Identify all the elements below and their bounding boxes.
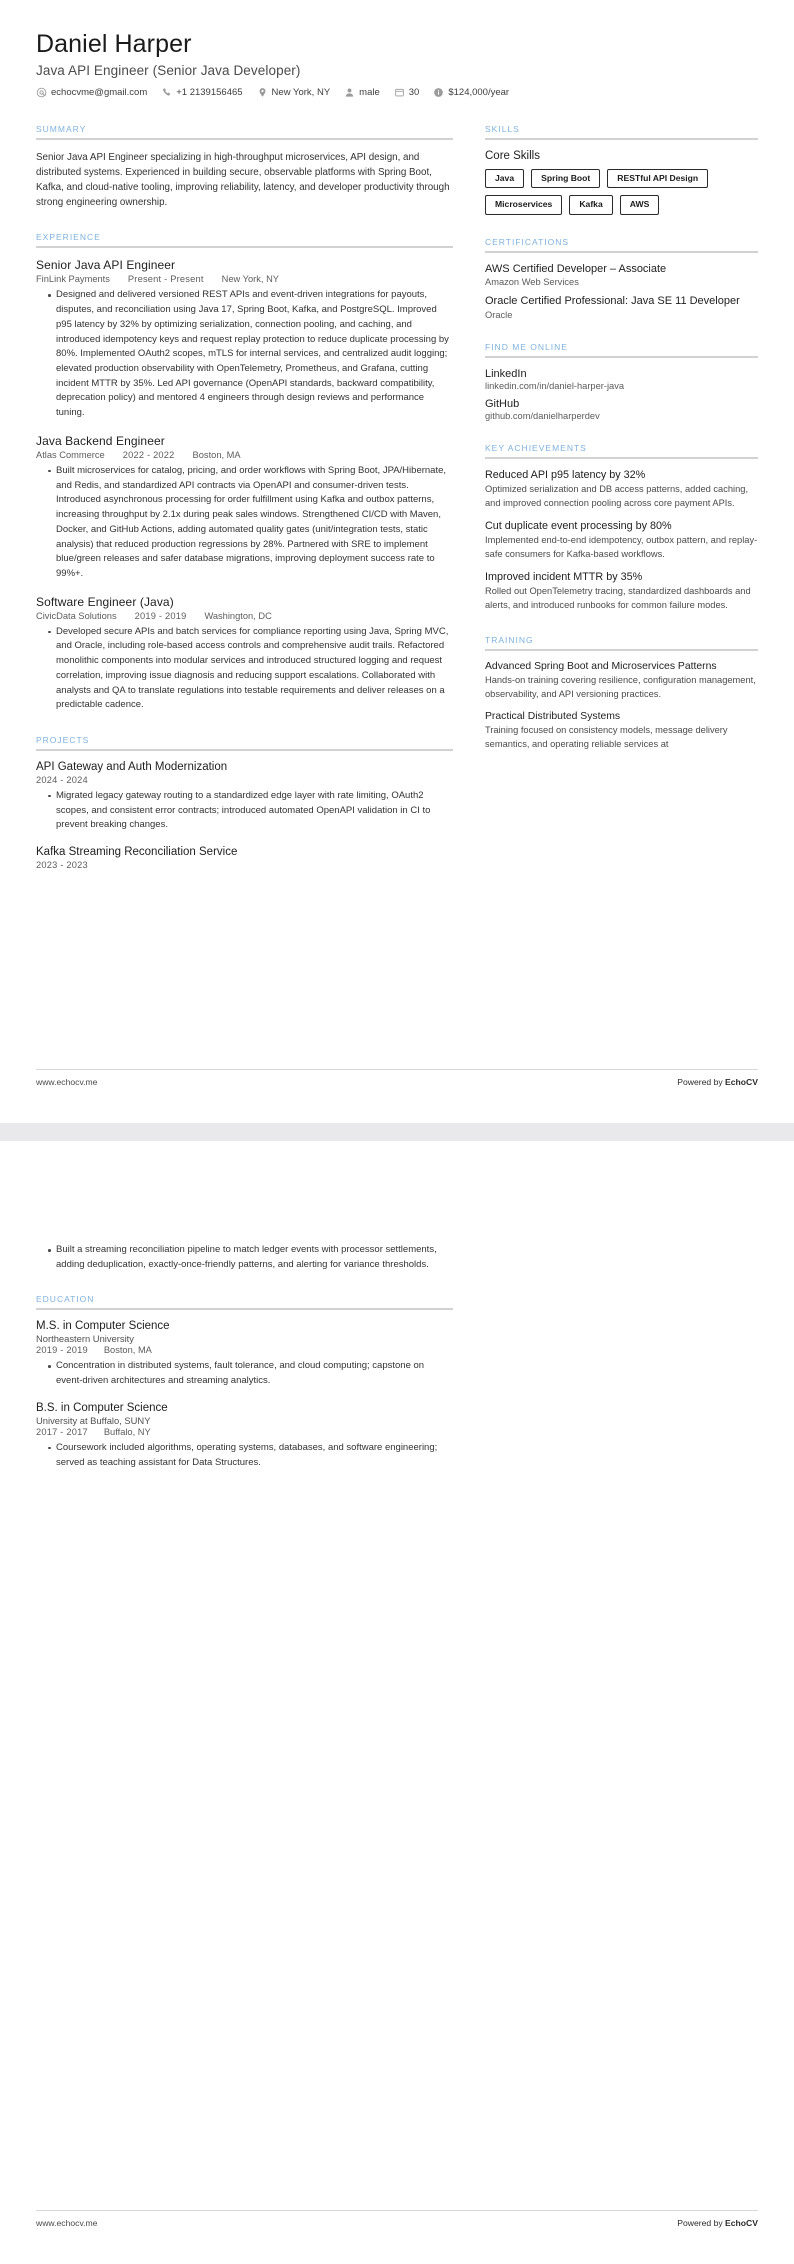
experience-bullets xyxy=(36,288,453,420)
section-rule xyxy=(485,649,758,651)
contact-phone-value: +1 2139156465 xyxy=(176,86,243,98)
project-entry xyxy=(36,761,453,833)
achievement-title: Cut duplicate event processing by 80% xyxy=(485,520,672,533)
list-item: Built microservices for catalog, pricing, and order workflows with Spring Boot, JPA/Hibernate, and Redis, and standardized API contracts via OpenAPI and consumer-driven tests. Introduced asynchronous processing for order fulfillment using Kafka and outbox patterns, increasing throughput by 2.1x during peak sales windows. Strengthened CI/CD with Maven, Docker, and GitHub Actions, adding automated quality gates (unit/integration tests, static analysis) that reduced production regressions by 28%. Partnered with SRE to implement blue/green releases and safer database migrations, improving deployment success rate to 99%+. xyxy=(48,464,453,582)
experience-dates: 2022 - 2022 xyxy=(122,449,175,460)
education-location: Buffalo, NY xyxy=(103,1426,151,1437)
section-title-find-me-online: FIND ME ONLINE xyxy=(485,342,568,353)
skill-chip: Microservices xyxy=(485,195,562,214)
section-title-key-achievements: KEY ACHIEVEMENTS xyxy=(485,443,587,454)
education-degree: M.S. in Computer Science xyxy=(36,1320,170,1333)
contact-salary xyxy=(433,87,509,98)
education-dates: 2017 - 2017 xyxy=(36,1426,88,1437)
experience-dates: 2019 - 2019 xyxy=(134,610,187,621)
experience-entry xyxy=(36,595,453,713)
experience-bullets xyxy=(36,464,453,582)
contact-location-value: New York, NY xyxy=(271,86,331,98)
section-projects xyxy=(36,735,453,870)
certification-issuer: Oracle xyxy=(485,310,513,321)
section-rule xyxy=(36,138,453,140)
project-entry xyxy=(36,846,453,870)
list-item: Developed secure APIs and batch services for compliance reporting using Java, Spring MVC, and Oracle, including role-based access controls and comprehensive audit trails. Refactored monolithic components into modular services and introduced structured logging and request correlation, improving issue diagnosis and reducing support escalations. Collaborated with analysts and QA to translate regulations into testable requirements and deliver releases on a predictable cadence. xyxy=(48,625,453,713)
contact-location xyxy=(257,87,331,98)
section-training xyxy=(485,635,758,752)
education-entry xyxy=(36,1320,453,1388)
section-find-me-online xyxy=(485,342,758,421)
education-entry xyxy=(36,1402,453,1470)
experience-role: Java Backend Engineer xyxy=(36,433,165,448)
online-profile-network: LinkedIn xyxy=(485,368,527,381)
resume-columns xyxy=(36,124,758,892)
project-dates: 2024 - 2024 xyxy=(36,774,88,785)
left-column xyxy=(36,124,453,892)
list-item: Coursework included algorithms, operating systems, databases, and software engineering; served as teaching assistant for Data Structures. xyxy=(48,1441,453,1470)
experience-role: Senior Java API Engineer xyxy=(36,258,176,273)
section-title-certifications: CERTIFICATIONS xyxy=(485,236,570,247)
training-item xyxy=(485,661,758,702)
footer-brand: EchoCV xyxy=(725,1077,758,1087)
achievement-title: Reduced API p95 latency by 32% xyxy=(485,469,646,482)
section-certifications xyxy=(485,237,758,321)
section-rule xyxy=(485,356,758,358)
achievement-description: Implemented end-to-end idempotency, outbox pattern, and replay-safe consumers for Kafka-based workflows. xyxy=(485,535,758,559)
resume-page-2 xyxy=(0,1141,794,2264)
education-location: Boston, MA xyxy=(103,1345,152,1356)
footer-powered-by xyxy=(677,1077,758,1087)
footer-powered-by xyxy=(677,2218,758,2228)
experience-org: CivicData Solutions xyxy=(36,610,117,621)
contact-age xyxy=(394,87,420,98)
training-title: Practical Distributed Systems xyxy=(485,710,621,722)
education-school: Northeastern University xyxy=(36,1333,134,1345)
achievement-description: Optimized serialization and DB access patterns, added caching, and improved connection pooling across core payment APIs. xyxy=(485,484,749,509)
online-profile-url[interactable]: github.com/danielharperdev xyxy=(485,411,600,422)
experience-location: Washington, DC xyxy=(204,610,272,621)
contact-gender xyxy=(344,87,380,98)
candidate-name: Daniel Harper xyxy=(36,30,192,58)
list-item: Designed and delivered versioned REST APIs and event-driven integrations for payouts, disputes, and reconciliation using Java 17, Spring Boot, Kafka, and PostgreSQL. Improved p95 latency by 32% by optimizing serialization, connection pooling, and caching, and introduced idempotency keys and request replay protection to reduce duplicate processing by 80%. Implemented OAuth2 scopes, mTLS for internal services, and centralized audit logging; elevated production observability with OpenTelemetry, Prometheus, and Grafana, cutting incident MTTR by 35%. Led API governance (OpenAPI standards, backward compatibility, deprecation policy) and mentored 4 engineers through design reviews and performance tuning. xyxy=(48,288,453,420)
footer-powered-prefix: Powered by xyxy=(677,2218,726,2228)
list-item: Concentration in distributed systems, fault tolerance, and cloud computing; capstone on event-driven architectures and streaming analytics. xyxy=(48,1359,453,1388)
email-icon xyxy=(36,87,47,98)
online-profile-network: GitHub xyxy=(485,398,520,411)
achievement-title: Improved incident MTTR by 35% xyxy=(485,570,643,583)
certification-item xyxy=(485,295,758,320)
resume-header xyxy=(36,30,758,98)
section-title-experience: EXPERIENCE xyxy=(36,232,101,243)
section-title-education: EDUCATION xyxy=(36,1294,95,1305)
info-icon xyxy=(433,87,444,98)
education-degree: B.S. in Computer Science xyxy=(36,1401,168,1414)
section-key-achievements xyxy=(485,443,758,613)
project-name: Kafka Streaming Reconciliation Service xyxy=(36,846,238,859)
skill-chip: Java xyxy=(485,169,524,188)
experience-role: Software Engineer (Java) xyxy=(36,594,174,609)
training-description: Training focused on consistency models, message delivery semantics, and operating reliable services at xyxy=(485,724,728,749)
section-rule xyxy=(36,749,453,751)
skills-chip-list xyxy=(485,169,758,215)
experience-location: Boston, MA xyxy=(192,449,241,460)
certification-name: AWS Certified Developer – Associate xyxy=(485,262,667,275)
footer-powered-prefix: Powered by xyxy=(677,1077,726,1087)
experience-meta xyxy=(36,274,453,284)
section-rule xyxy=(485,138,758,140)
project-bullets xyxy=(36,1243,453,1272)
experience-meta xyxy=(36,611,453,621)
skill-chip: RESTful API Design xyxy=(607,169,708,188)
right-column xyxy=(485,124,758,774)
online-profile-item[interactable] xyxy=(485,368,758,391)
skill-chip: Spring Boot xyxy=(531,169,600,188)
project-dates: 2023 - 2023 xyxy=(36,860,88,871)
section-experience xyxy=(36,232,453,713)
list-item: Built a streaming reconciliation pipeline to match ledger events with processor settlements, adding deduplication, exactly-once-friendly patterns, and alerting for variance thresholds. xyxy=(48,1243,453,1272)
experience-dates: Present - Present xyxy=(127,274,204,285)
summary-text: Senior Java API Engineer specializing in high-throughput microservices, API design, and distributed systems. Experienced in building secure, observable platforms with Spring Boot, Kafka, and cloud-native tooling, improving reliability, latency, and developer productivity through strong engineering ownership. xyxy=(36,151,450,209)
footer-site-url[interactable]: www.echocv.me xyxy=(36,1077,98,1087)
contact-phone[interactable] xyxy=(161,87,242,98)
section-title-skills: SKILLS xyxy=(485,123,520,134)
footer-brand: EchoCV xyxy=(725,2218,758,2228)
experience-entry xyxy=(36,258,453,420)
training-title: Advanced Spring Boot and Microservices Patterns xyxy=(485,660,717,672)
experience-bullets xyxy=(36,625,453,713)
resume-columns-page2 xyxy=(36,1197,758,1492)
page-footer xyxy=(36,2210,758,2228)
location-pin-icon xyxy=(257,87,268,98)
achievement-description: Rolled out OpenTelemetry tracing, standardized dashboards and alerts, and introduced runbooks for common failure modes. xyxy=(485,585,751,610)
section-rule xyxy=(485,457,758,459)
experience-entry xyxy=(36,434,453,582)
contact-row xyxy=(36,87,758,98)
section-title-summary: SUMMARY xyxy=(36,123,87,134)
section-skills xyxy=(485,124,758,215)
education-bullets xyxy=(36,1441,453,1470)
project-bullets xyxy=(36,789,453,833)
section-title-training: TRAINING xyxy=(485,634,534,645)
skill-chip: AWS xyxy=(620,195,660,214)
achievement-item xyxy=(485,520,758,562)
training-item xyxy=(485,711,758,752)
contact-age-value: 30 xyxy=(408,86,420,98)
achievement-item xyxy=(485,571,758,613)
online-profile-url[interactable]: linkedin.com/in/daniel-harper-java xyxy=(485,381,625,392)
section-rule xyxy=(485,251,758,253)
contact-email-value: echocvme@gmail.com xyxy=(51,86,148,98)
resume-page-1 xyxy=(0,0,794,1123)
page-separator xyxy=(0,1123,794,1141)
section-rule xyxy=(36,1308,453,1310)
skill-chip: Kafka xyxy=(569,195,612,214)
education-bullets xyxy=(36,1359,453,1388)
calendar-icon xyxy=(394,87,405,98)
training-description: Hands-on training covering resilience, configuration management, observability, and API versioning practices. xyxy=(485,674,756,699)
contact-salary-value: $124,000/year xyxy=(448,86,510,98)
education-dates: 2019 - 2019 xyxy=(36,1345,88,1356)
section-education xyxy=(36,1294,453,1470)
person-icon xyxy=(344,87,355,98)
experience-location: New York, NY xyxy=(221,274,279,285)
achievement-item xyxy=(485,469,758,511)
left-column-page2 xyxy=(36,1243,453,1492)
footer-site-url[interactable]: www.echocv.me xyxy=(36,2218,98,2228)
page-footer xyxy=(36,1069,758,1087)
section-rule xyxy=(36,246,453,248)
section-title-projects: PROJECTS xyxy=(36,734,90,745)
education-school: University at Buffalo, SUNY xyxy=(36,1414,151,1426)
projects-continued xyxy=(36,1243,453,1272)
contact-email[interactable] xyxy=(36,87,147,98)
certification-issuer: Amazon Web Services xyxy=(485,277,579,288)
candidate-headline: Java API Engineer (Senior Java Developer) xyxy=(36,62,301,78)
education-meta xyxy=(36,1345,453,1355)
online-profile-item[interactable] xyxy=(485,398,758,421)
certification-name: Oracle Certified Professional: Java SE 11 Developer xyxy=(485,295,740,308)
experience-org: Atlas Commerce xyxy=(36,449,105,460)
skills-group-label: Core Skills xyxy=(485,149,540,162)
project-name: API Gateway and Auth Modernization xyxy=(36,760,228,773)
experience-org: FinLink Payments xyxy=(36,274,110,285)
phone-icon xyxy=(161,87,172,98)
list-item: Migrated legacy gateway routing to a standardized edge layer with rate limiting, OAuth2 scopes, and consistent error contracts; introduced automated OpenAPI validation in CI to prevent breaking changes. xyxy=(48,789,453,833)
education-meta xyxy=(36,1427,453,1437)
contact-gender-value: male xyxy=(359,86,380,98)
certification-item xyxy=(485,263,758,288)
section-summary xyxy=(36,124,453,211)
experience-meta xyxy=(36,450,453,460)
